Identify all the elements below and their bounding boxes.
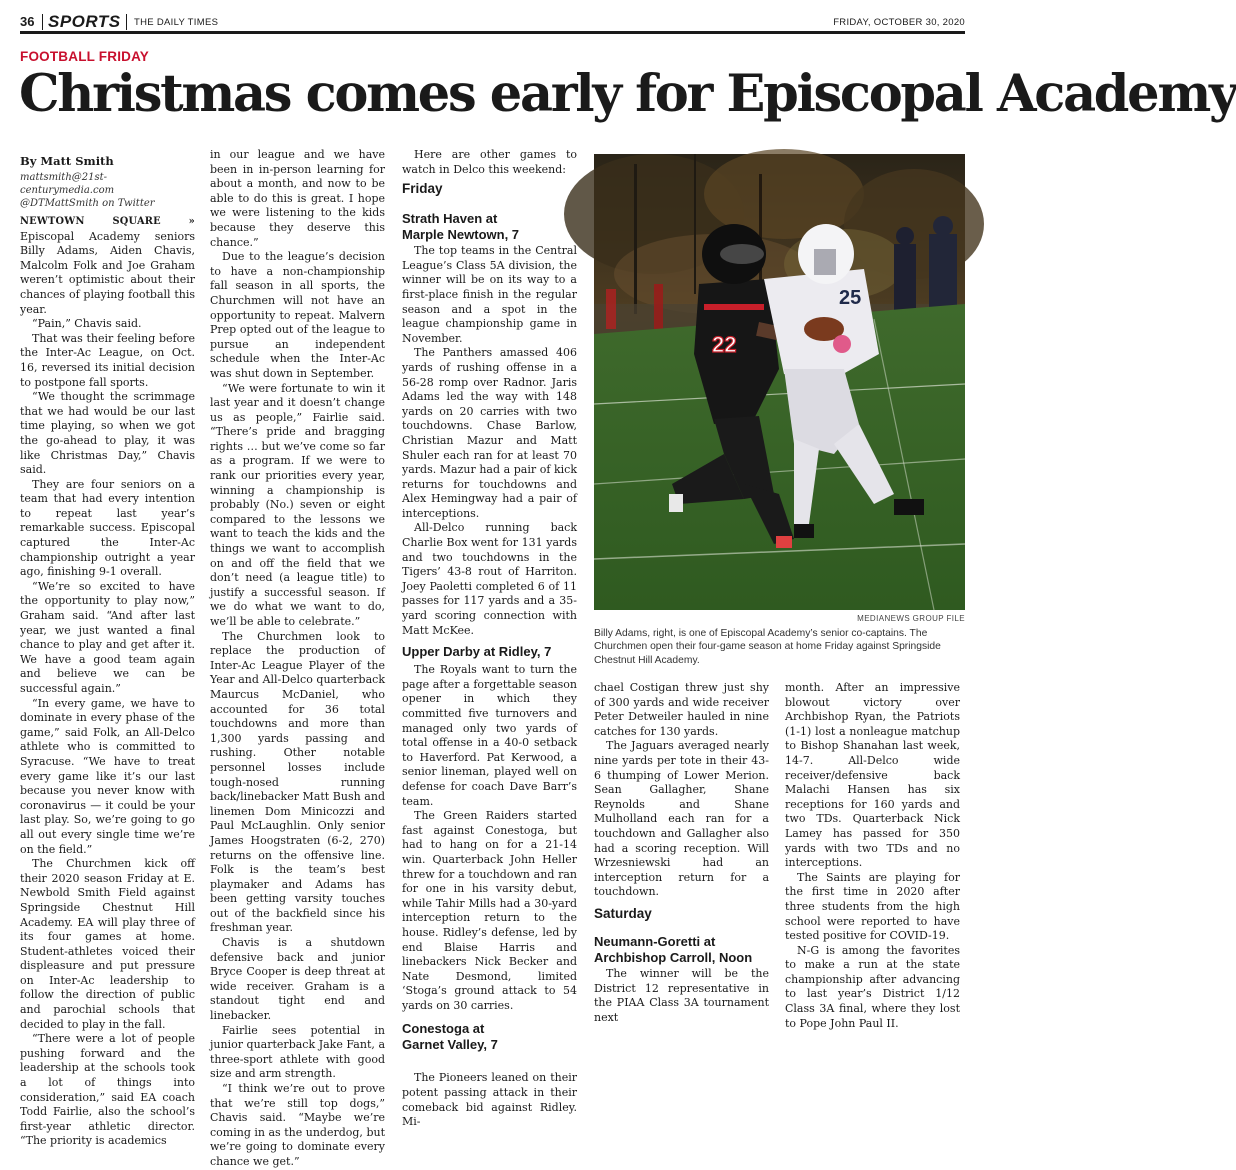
header-divider bbox=[126, 14, 127, 30]
jersey-number: 25 bbox=[839, 287, 862, 309]
paragraph: N-G is among the favorites to make a run at the state championship after advancing to last year’s District 1/12 Class 3A final, where they lost to Pope John Paul II. bbox=[785, 943, 960, 1030]
paragraph: The Jaguars averaged nearly nine yards per tote in their 43-6 thumping of Lower Merion. Sean Gallagher, Shane Reynolds and Shane Mulholland each ran for a touchdown and Gallagher also had a scoring reception. Will Wrzesniewski had an interception return for a touchdown. bbox=[594, 739, 769, 899]
byline-email: mattsmith@21st-centurymedia.com bbox=[20, 172, 115, 196]
game-heading: Neumann-Goretti at Archbishop Carroll, Noon bbox=[594, 933, 753, 965]
header-divider bbox=[42, 14, 43, 30]
paragraph: “There were a lot of people pushing forward and the leadership at the schools took a lot of things into consideration,” said EA coach Todd Fairlie, also the school’s first-year athletic director. “The priority is academics bbox=[20, 1032, 195, 1148]
jersey-number: 22 bbox=[712, 332, 737, 357]
day-heading: Saturday bbox=[594, 905, 652, 921]
paragraph: Here are other games to watch in Delco this weekend: bbox=[402, 148, 577, 176]
paragraph: The Saints are playing for the first time in 2020 after three students from the high school were reported to have tested positive for COVID-19. bbox=[785, 870, 960, 943]
paragraph: The Panthers amassed 406 yards of rushing offense in a 56-28 romp over Radnor. Jaris Adams led the way with 148 yards on 20 carries with two touchdowns. Chase Barlow, Christian Mazur and Matt Shuler each ran for at least 70 yards. Mazur had a pair of kick returns for touchdowns and Alex Hemingway had a pair of interceptions. bbox=[402, 346, 577, 520]
article-column-2 bbox=[210, 148, 385, 1170]
paragraph: They are four seniors on a team that had every intention to repeat last year’s remarkable success. Episcopal captured the Inter-Ac championship outright a year ago, finishing 9-1 overall. bbox=[20, 477, 195, 579]
photo-caption: Billy Adams, right, is one of Episcopal Academy’s senior co-captains. The Churchmen open their four-game season at home Friday against Springside Chestnut Hill Academy. bbox=[594, 628, 941, 666]
paragraph: That was their feeling before the Inter-Ac League, on Oct. 16, reversed its initial decision to postpone fall sports. bbox=[20, 331, 195, 389]
paragraph: The Pioneers leaned on their potent passing attack in their comeback bid against Ridley. Mi- bbox=[402, 1071, 577, 1129]
page-number: 36 bbox=[20, 14, 35, 29]
paragraph: All-Delco running back Charlie Box went for 131 yards and two touchdowns in the Tigers’ 43-8 rout of Harriton. Joey Paoletti completed 6 of 11 passes for 117 yards and a 35-yard scoring connection with Matt McKee. bbox=[402, 521, 577, 637]
paragraph: Chavis is a shutdown defensive back and junior Bryce Cooper is deep threat at wide receiver. Graham is a standout tight end and linebacker. bbox=[210, 936, 385, 1023]
paragraph: “We thought the scrimmage that we had would be our last time playing, so when we got the go-ahead to play, it was like Christmas Day,” Chavis said. bbox=[20, 390, 195, 477]
article-column-3 bbox=[402, 148, 577, 1130]
paragraph: “We’re so excited to have the opportunity to play now,” Graham said. “And after last year, we just wanted a final chance to play and get after it. We have a good team again and believe we can be successful again.” bbox=[20, 579, 195, 695]
game-heading: Conestoga at Garnet Valley, 7 bbox=[402, 1021, 498, 1053]
paragraph: The Churchmen kick off their 2020 season Friday at E. Newbold Smith Field against Springside Chestnut Hill Academy. EA will play three of its four games at home. Student-athletes voiced their displeasure and put pressure on Inter-Ac leadership to follow the direction of public and parochial schools that decided to play in the fall. bbox=[20, 857, 195, 1031]
header-rule bbox=[20, 31, 965, 34]
paragraph: The Green Raiders started fast against Conestoga, but had to hang on for a 21-14 win. Quarterback John Heller threw for a touchdown and ran for one in his varsity debut, while Tahir Mills had a 30-yard interception return to the house. Ridley’s defense, led by end Blaise Harris and linebackers Nick Becker and Nate Desmond, limited ‘Stoga’s ground attack to 54 yards on 30 carries. bbox=[402, 809, 577, 1012]
section-name: SPORTS bbox=[48, 12, 121, 31]
paragraph: Due to the league’s decision to have a non-championship fall season in all sports, the Churchmen will not have an opportunity to repeat. Malvern Prep opted out of the league to pursue an independent schedule when the Inter-Ac was shut down in September. bbox=[210, 250, 385, 380]
article-column-1 bbox=[20, 154, 195, 1149]
byline-contact bbox=[20, 171, 195, 210]
dateline: NEWTOWN SQUARE » bbox=[20, 216, 195, 227]
issue-date: FRIDAY, OCTOBER 30, 2020 bbox=[833, 17, 965, 28]
paragraph: The winner will be the District 12 representative in the PIAA Class 3A tournament next bbox=[594, 966, 769, 1024]
byline: By Matt Smith bbox=[20, 154, 114, 168]
photo-credit: MEDIANEWS GROUP FILE bbox=[857, 614, 965, 623]
paragraph: in our league and we have been in in-person learning for about a month, and now to be able to do this is great. I hope we were listening to the kids because they deserve this chance.” bbox=[210, 148, 385, 249]
kicker: FOOTBALL FRIDAY bbox=[20, 49, 150, 64]
game-photo bbox=[594, 154, 965, 610]
article-column-4 bbox=[594, 681, 769, 1025]
game-heading: Strath Haven at Marple Newtown, 7 bbox=[402, 211, 520, 243]
paragraph: month. After an impressive blowout victory over Archbishop Ryan, the Patriots (1-1) lost a nonleague matchup to Bishop Shanahan last week, 14-7. All-Delco wide receiver/defensive back Malachi Hansen has six receptions for 160 yards and two TDs. Quarterback Nick Lamey has passed for 350 yards with two TDs and no interceptions. bbox=[785, 681, 960, 870]
headline: Christmas comes early for Episcopal Academy bbox=[19, 64, 1236, 124]
paragraph: “I think we’re out to prove that we’re still top dogs,” Chavis said. “Maybe we’re coming in as the underdog, but we’re going to dominate every chance we get.” bbox=[210, 1082, 385, 1168]
byline-twitter: @DTMattSmith on Twitter bbox=[20, 198, 155, 209]
paragraph: “We were fortunate to win it last year and it doesn’t change us as people,” Fairlie said. “There’s pride and bragging rights … but we’ve come so far as a program. If we were to rank our priorities every year, winning a championship is probably (No.) seven or eight compared to the lessons we want to teach the kids and the things we want to accomplish on and off the field that we don’t need (a league title) to justify a successful season. If we do what we want to do, we’ll be able to celebrate.” bbox=[210, 381, 385, 628]
paragraph: The top teams in the Central League’s Class 5A division, the winner will be on its way to a first-place finish in the regular season and a spot in the league championship game in November. bbox=[402, 244, 577, 345]
lead-paragraph: NEWTOWN SQUARE » Episcopal Academy seniors Billy Adams, Aiden Chavis, Malcolm Folk and Joe Graham weren’t optimistic about their chances of playing football this year. bbox=[20, 216, 195, 316]
paragraph: The Royals want to turn the page after a forgettable season opener in which they committed five turnovers and managed only two yards of total offense in a 40-0 setback to Haverford. Pat Kerwood, a senior lineman, played well on defense for coach Dave Barr’s team. bbox=[402, 663, 577, 808]
paragraph: The Churchmen look to replace the production of Inter-Ac League Player of the Year and All-Delco quarterback Maurcus McDaniel, who accounted for 36 total touchdowns and more than 1,300 yards passing and rushing. Other notable personnel losses include tough-nosed running back/linebacker Matt Bush and linemen Dom Minicozzi and Paul McLaughlin. Only senior James Hoogstraten (6-2, 270) returns on the offensive line. Folk is the team’s best playmaker and Adams has been getting varsity touches out of the backfield since his freshman year. bbox=[210, 629, 385, 935]
day-heading: Friday bbox=[402, 181, 443, 197]
game-heading: Upper Darby at Ridley, 7 bbox=[402, 644, 552, 660]
paper-name: THE DAILY TIMES bbox=[134, 17, 219, 28]
article-column-5 bbox=[785, 681, 960, 1031]
paragraph: Fairlie sees potential in junior quarterback Jake Fant, a three-sport athlete with good size and arm strength. bbox=[210, 1023, 385, 1081]
paragraph: “Pain,” Chavis said. bbox=[32, 317, 142, 331]
paragraph: chael Costigan threw just shy of 300 yards and wide receiver Peter Detweiler hauled in nine catches for 130 yards. bbox=[594, 681, 769, 738]
paragraph: “In every game, we have to dominate in every phase of the game,” said Folk, an All-Delco athlete who is committed to Syracuse. “We have to treat every game like it’s our last because you never know with coronavirus — it could be your last play. So, we’re going to go all out every single time we’re on the field.” bbox=[20, 696, 195, 856]
